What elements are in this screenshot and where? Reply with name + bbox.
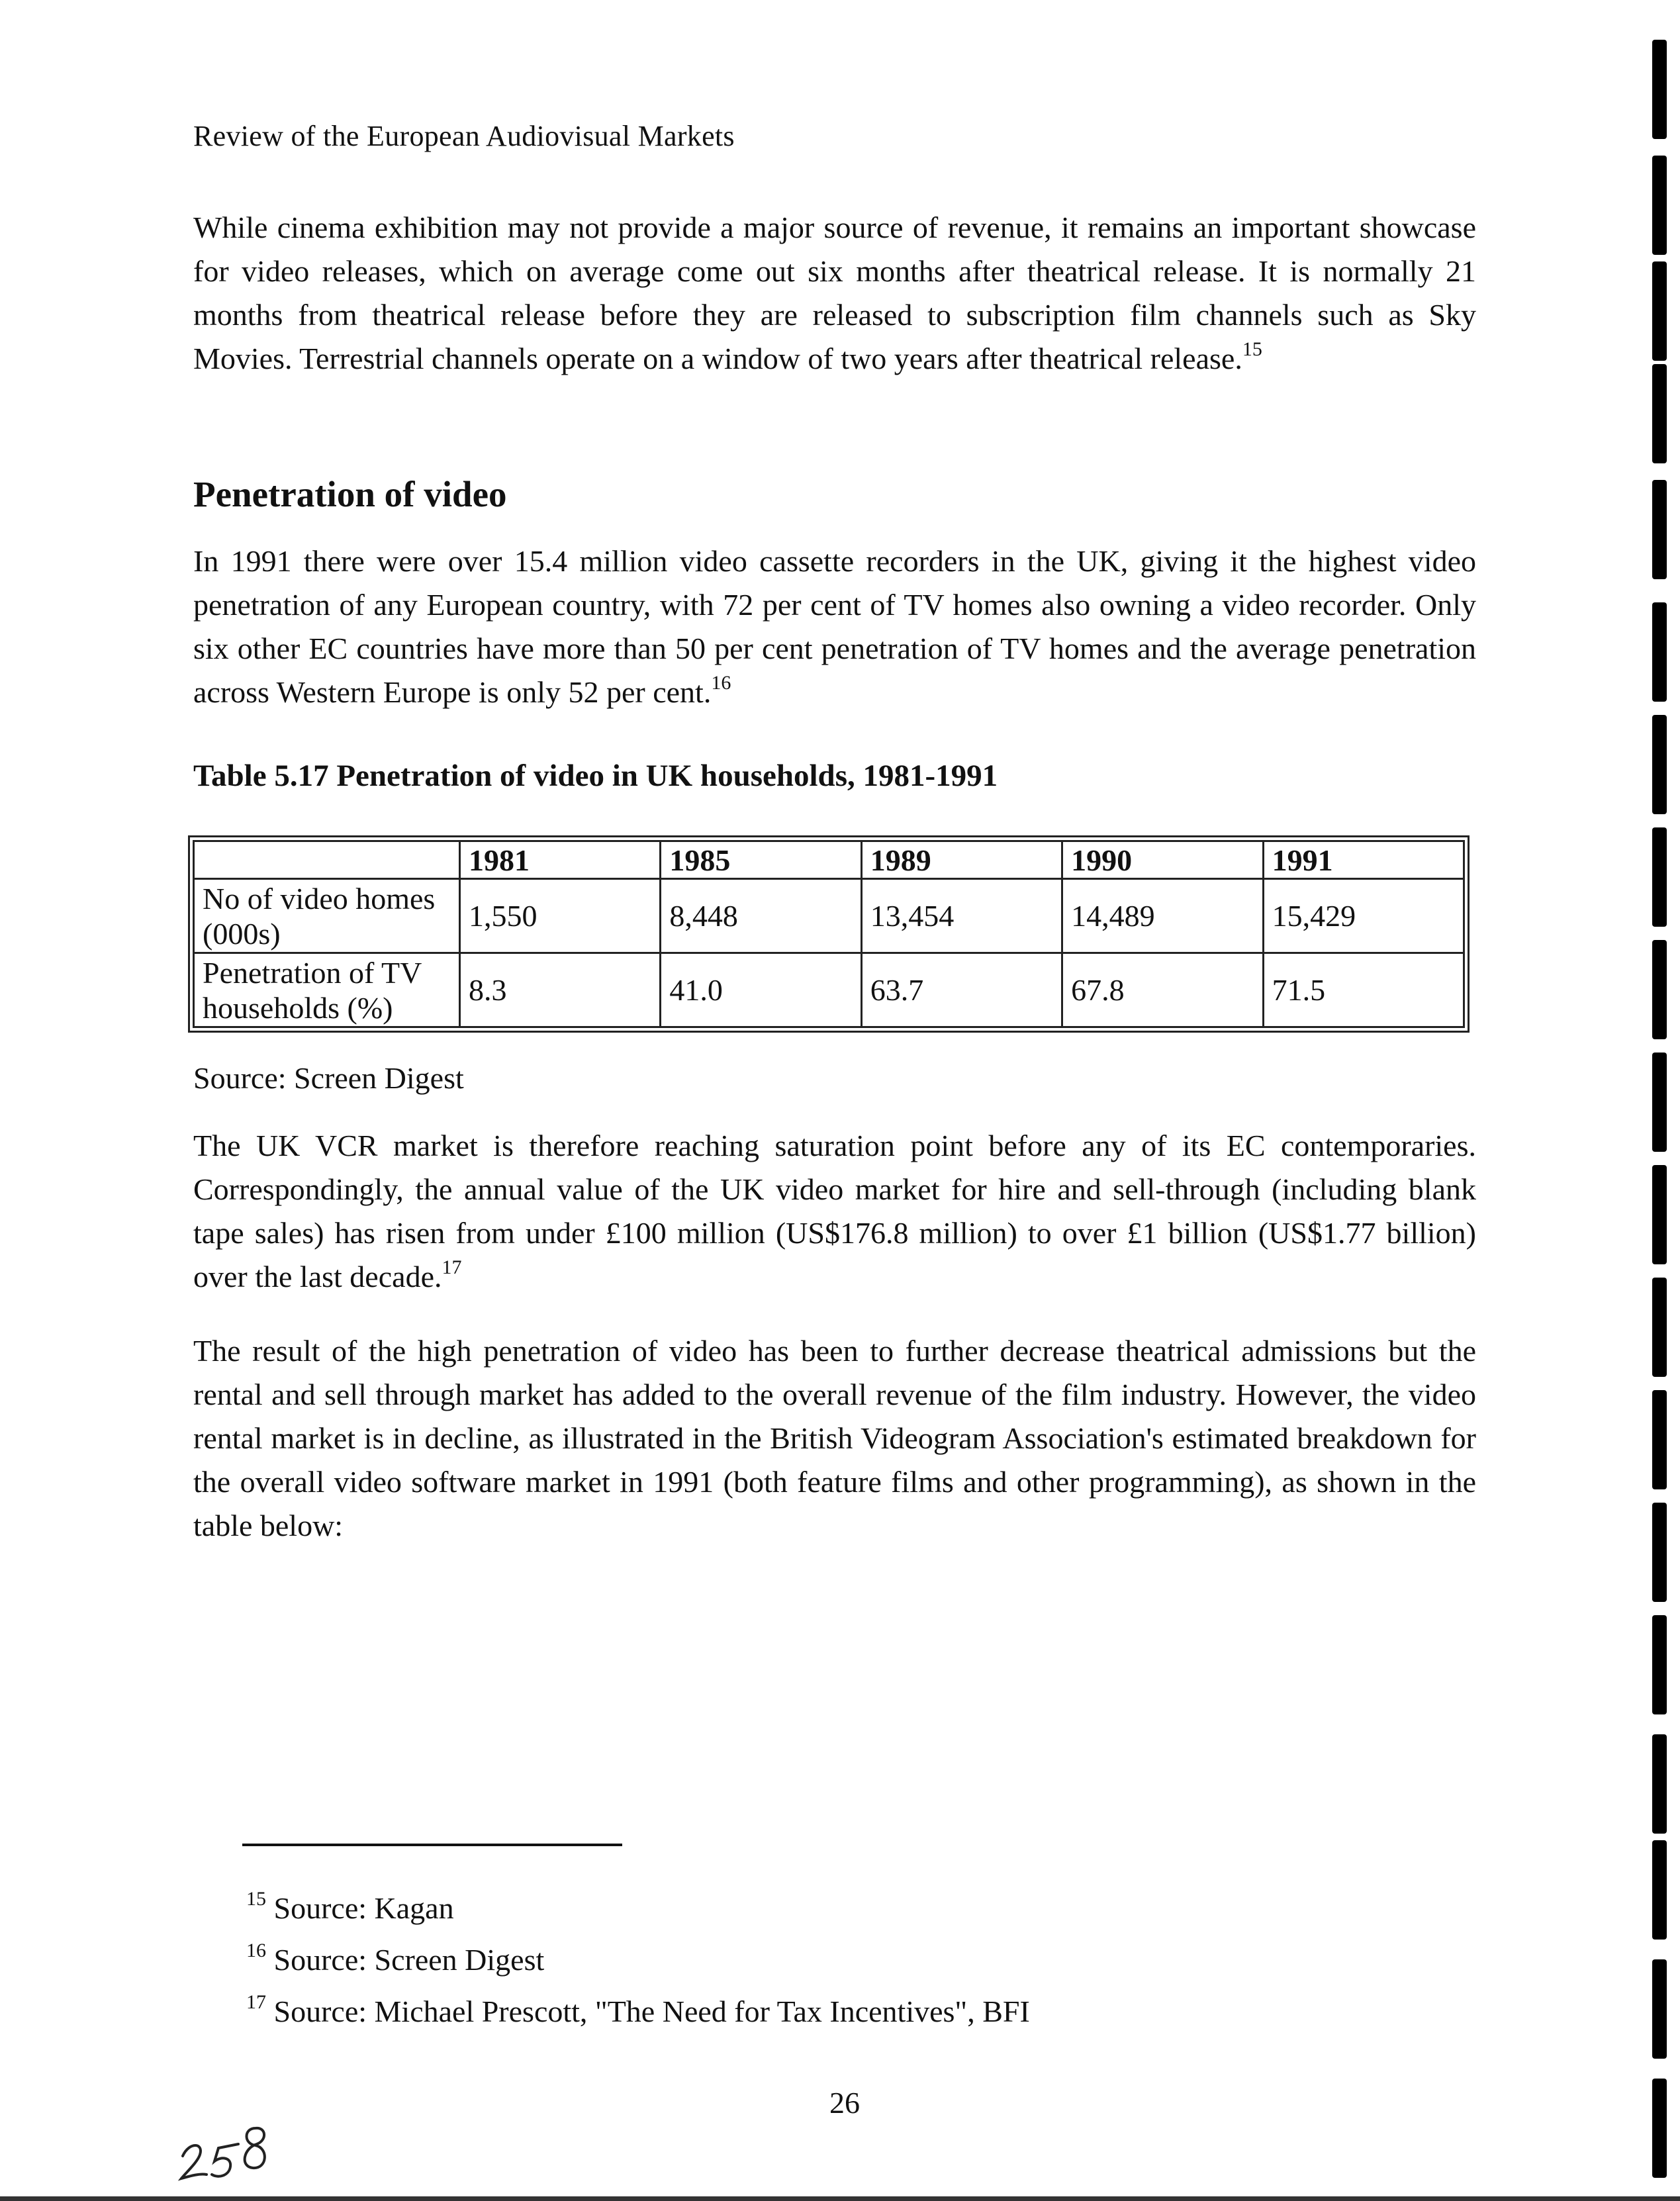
market-paragraph: The UK VCR market is therefore reaching saturation point before any of its EC contemporaries. Correspondingly, the annual value of the UK video market for hire and sell-through (including blank tape sales) has risen from under £100 million (US$176.8 million) to over £1 billion (US$1.77 billion) over the last decade.$^{17}$ [193,1129,1476,1293]
table-header-cell: 1989 [861,841,1062,879]
table-source: Source: Screen Digest [193,1061,464,1095]
footnote-divider [242,1844,622,1846]
table-cell: 67.8 [1062,953,1263,1027]
footnote: $^{15}$ Source: Kagan [246,1888,454,1925]
footnote-ref-17: 17 [442,1256,462,1278]
table-cell: 13,454 [861,879,1062,953]
page-number: 26 [829,2086,860,2120]
intro-paragraph: While cinema exhibition may not provide a major source of revenue, it remains an important showcase for video releases, which on average come out six months after theatrical release. It is normally 21 months from theatrical release before they are released to subscription film channels such as Sky Movies. Terrestrial channels operate on a window of two years after theatrical release.$^{15}$ [193,211,1476,375]
row-label: No of video homes (000s) [194,879,460,953]
penetration-paragraph: In 1991 there were over 15.4 million video cassette recorders in the UK, giving it the highest video penetration of any European country, with 72 per cent of TV homes also owning a video recorder. Only six other EC countries have more than 50 per cent penetration of TV homes and the average penetration across Western Europe is only 52 per cent.$^{16}$ [193,544,1476,709]
table-header-row [194,841,1464,879]
table-cell: 63.7 [861,953,1062,1027]
binding-marks [1648,0,1675,2201]
footnote: $^{17}$ Source: Michael Prescott, "The Need for Tax Incentives", BFI [246,1991,1030,2028]
result-paragraph: The result of the high penetration of video has been to further decrease theatrical admissions but the rental and sell through market has added to the overall revenue of the film industry. However, the video rental market is in decline, as illustrated in the British Videogram Association's estimated breakdown for the overall video software market in 1991 (both feature films and other programming), as shown in the table below: [193,1334,1476,1542]
table-cell: 14,489 [1062,879,1263,953]
scan-edge [0,2196,1680,2201]
table-title: Table 5.17 Penetration of video in UK households, 1981-1991 [193,759,998,793]
handwritten-page-note [177,2115,297,2188]
table-cell: 8.3 [460,953,661,1027]
table-cell: 71.5 [1263,953,1464,1027]
table-header-cell: 1991 [1263,841,1464,879]
data-table-frame [188,835,1470,1033]
footnote-ref-16: 16 [711,672,731,694]
table-header-cell: 1981 [460,841,661,879]
running-header: Review of the European Audiovisual Markets [193,120,735,152]
table-cell: 15,429 [1263,879,1464,953]
table-row [194,879,1464,953]
table-cell: 41.0 [661,953,861,1027]
footnote-ref-15: 15 [1242,338,1262,360]
table-header-cell [194,841,460,879]
video-penetration-table [193,840,1465,1028]
footnote: $^{16}$ Source: Screen Digest [246,1940,545,1977]
row-label: Penetration of TV households (%) [194,953,460,1027]
table-cell: 1,550 [460,879,661,953]
section-heading: Penetration of video [193,474,507,514]
table-cell: 8,448 [661,879,861,953]
table-row [194,953,1464,1027]
table-header-cell: 1985 [661,841,861,879]
table-header-cell: 1990 [1062,841,1263,879]
